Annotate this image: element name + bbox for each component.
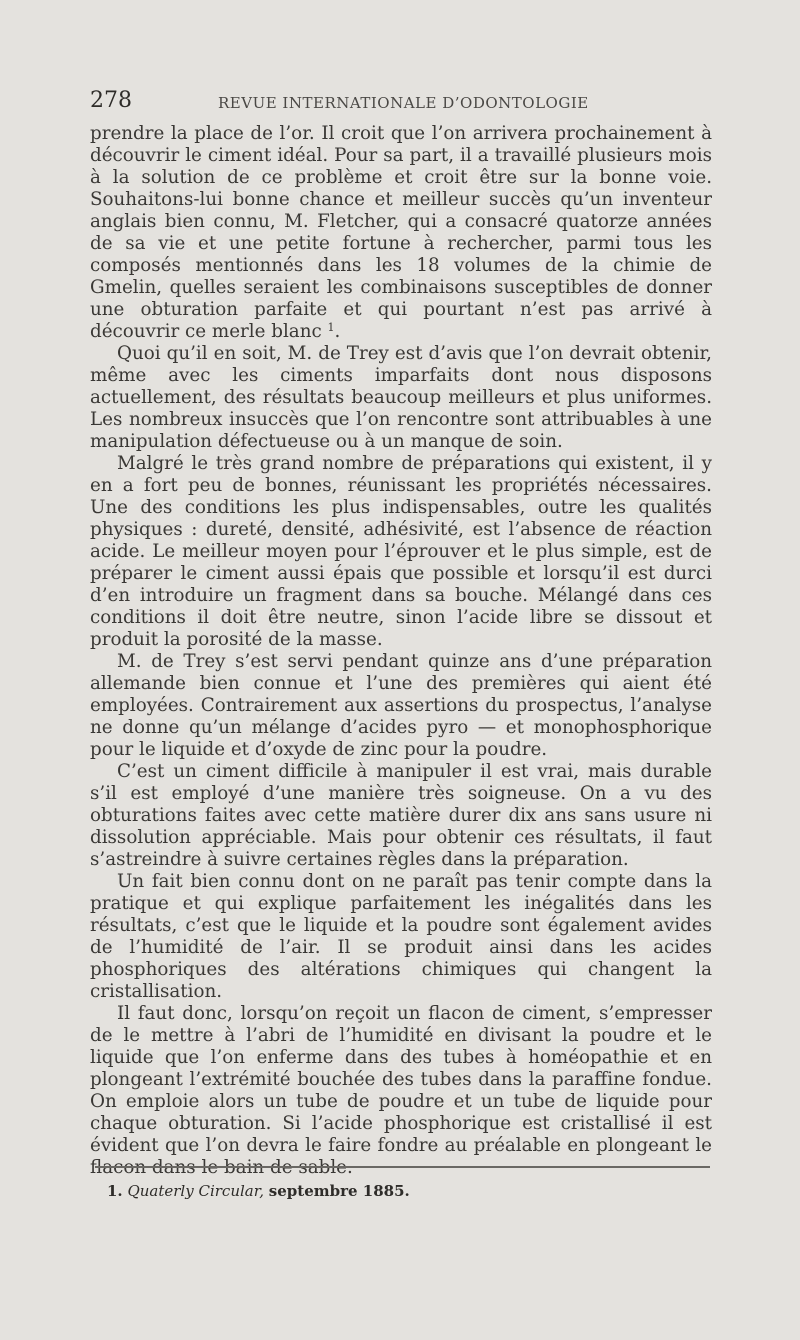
footnote-date: septembre 1885. xyxy=(268,1182,410,1200)
paragraph-text: prendre la place de l’or. Il croit que l’on arrivera prochainement à découvrir le ciment idéal. Pour sa part, il a travaillé plusieurs mois à la solution de ce problème et croit être sur la bonne voie. Souhaitons-lui bonne chance et meilleur succès qu’un inventeur anglais bien connu, M. Fletcher, qui a consacré quatorze années de sa vie et une petite fortune à rechercher, parmi tous les composés mentionnés dans les 18 volumes de la chimie de Gmelin, quelles seraient les combinaisons susceptibles de donner une obturation parfaite et qui pourtant n’est pas arrivé à découvrir ce merle blanc xyxy=(90,123,712,342)
footnote-rule xyxy=(95,1166,710,1168)
paragraph: Quoi qu’il en soit, M. de Trey est d’avis que l’on devrait obtenir, même avec les ciments imparfaits dont nous disposons actuellement, des résultats beaucoup meilleurs et plus uniformes. Les nombreux insuccès que l’on rencontre sont attribuables à une manipulation défectueuse ou à un manque de soin. xyxy=(90,343,712,452)
page-number: 278 xyxy=(90,88,132,113)
body-text xyxy=(90,123,712,1179)
footnote-source: Quaterly Circular, xyxy=(127,1182,265,1200)
paragraph: Il faut donc, lorsqu’on reçoit un flacon de ciment, s’empresser de le mettre à l’abri de l’humidité en divisant la poudre et le liquide que l’on enferme dans des tubes à homéopathie et en plongeant l’extrémité bouchée des tubes dans la paraffine fondue. On emploie alors un tube de poudre et un tube de liquide pour chaque obturation. Si l’acide phosphorique est cristallisé il est évident que l’on devra le faire fondre au préalable en plongeant le flacon dans le bain de sable. xyxy=(90,1003,712,1178)
paragraph: Malgré le très grand nombre de préparations qui existent, il y en a fort peu de bonnes, réunissant les propriétés nécessaires. Une des conditions les plus indispensables, outre les qualités physiques : dureté, densité, adhésivité, est l’absence de réaction acide. Le meilleur moyen pour l’éprouver et le plus simple, est de préparer le ciment aussi épais que possible et lorsqu’il est durci d’en introduire un fragment dans sa bouche. Mélangé dans ces conditions il doit être neutre, sinon l’acide libre se dissout et produit la porosité de la masse. xyxy=(90,453,712,650)
paragraph xyxy=(90,123,712,343)
paragraph: C’est un ciment difficile à manipuler il est vrai, mais durable s’il est employé d’une manière très soigneuse. On a vu des obturations faites avec cette matière durer dix ans sans usure ni dissolution appréciable. Mais pour obtenir ces résultats, il faut s’astreindre à suivre certaines règles dans la préparation. xyxy=(90,761,712,870)
page-header xyxy=(90,88,710,118)
footnote-ref[interactable]: 1 xyxy=(327,321,335,334)
paragraph-end: . xyxy=(334,321,341,342)
paragraph: M. de Trey s’est servi pendant quinze ans d’une préparation allemande bien connue et l’une des premières qui aient été employées. Contrairement aux assertions du prospectus, l’analyse ne donne qu’un mélange d’acides pyro — et monophosphorique pour le liquide et d’oxyde de zinc pour la poudre. xyxy=(90,651,712,760)
footnote-number: 1. xyxy=(107,1182,123,1200)
paragraph: Un fait bien connu dont on ne paraît pas tenir compte dans la pratique et qui explique parfaitement les inégalités dans les résultats, c’est que le liquide et la poudre sont également avides de l’humidité de l’air. Il se produit ainsi dans les acides phosphoriques des altérations chimiques qui changent la cristallisation. xyxy=(90,871,712,1002)
footnote xyxy=(107,1182,707,1200)
running-head: REVUE INTERNATIONALE D’ODONTOLOGIE xyxy=(218,94,589,112)
